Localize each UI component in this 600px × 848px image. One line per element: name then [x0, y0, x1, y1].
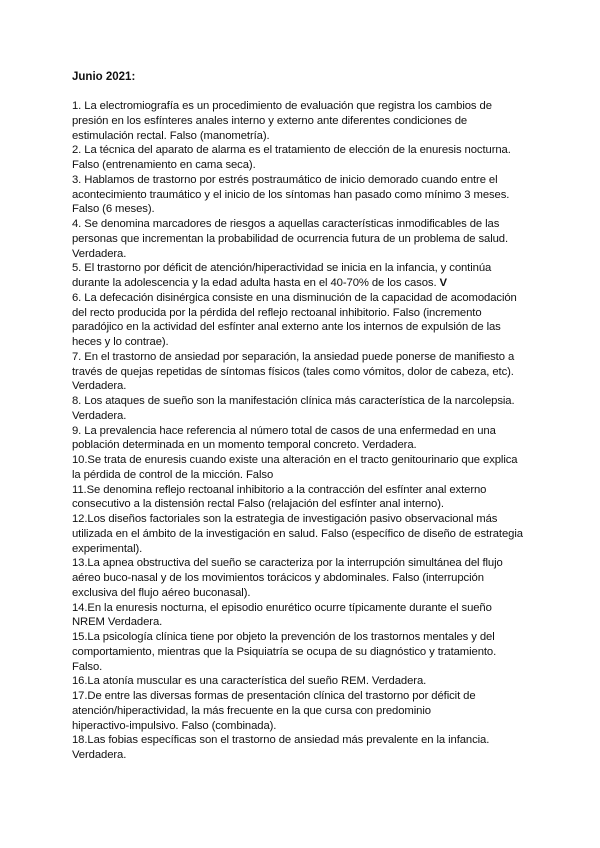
question-line: [72, 689, 542, 704]
question-line: [72, 217, 542, 232]
question-line: [72, 748, 542, 763]
question-line: [72, 468, 542, 483]
question-text: 15.La psicología clínica tiene por objeto la prevención de los trastornos mentales y del: [72, 631, 495, 643]
question-text: NREM Verdadera.: [72, 616, 163, 629]
answer-mark: V: [439, 277, 447, 289]
question-text: presión en los esfínteres anales interno y externo ante diferentes condiciones de: [72, 114, 468, 127]
question-line: [72, 630, 542, 645]
question-line: [72, 114, 542, 129]
question-item: [72, 99, 542, 143]
question-line: [72, 409, 542, 424]
question-line: [72, 586, 542, 601]
question-text: del recto producida por la pérdida del reflejo rectoanal inhibitorio. Falso (incremento: [72, 306, 482, 319]
question-item: [72, 630, 542, 674]
question-text: Falso.: [72, 660, 103, 673]
question-item: [72, 674, 542, 689]
question-text: 8. Los ataques de sueño son la manifestación clínica más característica de la narcolepsia.: [72, 395, 515, 407]
question-item: [72, 291, 542, 350]
question-text: 1. La electromiografía es un procedimiento de evaluación que registra los cambios de: [72, 100, 492, 112]
question-line: [72, 719, 542, 734]
question-item: [72, 733, 542, 763]
question-line: [72, 247, 542, 262]
question-text: Verdadera.: [72, 749, 127, 761]
question-text: población determinada en un momento temporal concreto. Verdadera.: [72, 439, 417, 452]
question-line: [72, 512, 542, 527]
question-text: 7. En el trastorno de ansiedad por separación, la ansiedad puede ponerse de manifiesto a: [72, 350, 515, 363]
question-text: Verdadera.: [72, 380, 127, 393]
question-item: [72, 483, 542, 513]
document-title: Junio 2021:: [72, 71, 136, 83]
question-item: [72, 173, 542, 217]
question-line: [72, 365, 542, 380]
question-text: consecutivo a la distensión rectal Falso (relajación del esfínter anal interno).: [72, 498, 444, 511]
question-item: [72, 453, 542, 483]
question-text: 14.En la enuresis nocturna, el episodio enurético ocurre típicamente durante el sueño: [72, 601, 492, 614]
question-text: exclusiva del flujo aéreo buconasal).: [72, 586, 251, 599]
question-line: [72, 674, 542, 689]
question-line: [72, 99, 542, 114]
question-text: 12.Los diseños factoriales son la estrategia de investigación pasivo observacional más: [72, 513, 498, 525]
question-line: [72, 704, 542, 719]
question-item: [72, 217, 542, 261]
question-text: acontecimiento traumático y el inicio de los síntomas han pasado como mínimo 3 meses.: [72, 188, 510, 201]
question-line: [72, 542, 542, 557]
question-text: Verdadera.: [72, 409, 127, 422]
question-line: [72, 129, 542, 144]
question-text: Verdadera.: [72, 247, 127, 260]
question-text: atención/hiperactividad, la más frecuente en la que cursa con predominio: [72, 704, 431, 717]
question-text: hiperactivo-impulsivo. Falso (combinada).: [72, 719, 277, 732]
question-item: [72, 394, 542, 424]
question-line: [72, 497, 542, 512]
question-line: [72, 571, 542, 586]
question-text: durante la adolescencia y la edad adulta hasta en el 40-70% de los casos.: [72, 277, 440, 289]
question-line: [72, 527, 542, 542]
question-text: 9. La prevalencia hace referencia al número total de casos de una enfermedad en una: [72, 424, 496, 437]
question-line: [72, 615, 542, 630]
question-line: [72, 556, 542, 571]
question-list: [72, 99, 542, 763]
question-line: [72, 320, 542, 335]
question-text: aéreo buco-nasal y de los movimientos torácicos y abdominales. Falso (interrupción: [72, 572, 484, 584]
question-line: [72, 335, 542, 350]
question-text: la pérdida de control de la micción. Falso: [72, 468, 274, 481]
question-line: [72, 173, 542, 188]
question-line: [72, 188, 542, 203]
question-line: [72, 232, 542, 247]
question-text: 13.La apnea obstructiva del sueño se caracteriza por la interrupción simultánea del flujo: [72, 557, 503, 570]
question-line: [72, 660, 542, 675]
question-text: 6. La defecación disinérgica consiste en una disminución de la capacidad de acomodación: [72, 291, 517, 304]
question-item: [72, 424, 542, 454]
question-item: [72, 556, 542, 600]
question-text: Falso (entrenamiento en cama seca).: [72, 159, 256, 171]
question-item: [72, 261, 542, 291]
question-text: personas que incrementan la probabilidad de ocurrencia futura de un problema de salud.: [72, 232, 509, 245]
question-item: [72, 350, 542, 394]
question-text: través de quejas repetidas de síntomas físicos (tales como vómitos, dolor de cabeza, etc).: [72, 365, 514, 378]
question-item: [72, 601, 542, 631]
question-text: Falso (6 meses).: [72, 203, 155, 216]
question-text: paradójico en la actividad del esfínter anal externo ante los internos de expulsión de las: [72, 321, 501, 334]
question-text: heces y lo contrae).: [72, 336, 169, 348]
question-line: [72, 143, 542, 158]
question-line: [72, 306, 542, 321]
question-line: [72, 424, 542, 439]
question-line: [72, 483, 542, 498]
question-line: [72, 733, 542, 748]
question-text: 3. Hablamos de trastorno por estrés postraumático de inicio demorado cuando entre el: [72, 173, 498, 186]
question-line: [72, 379, 542, 394]
question-line: [72, 394, 542, 409]
question-line: [72, 645, 542, 660]
question-item: [72, 512, 542, 556]
question-line: [72, 438, 542, 453]
question-line: [72, 202, 542, 217]
question-line: [72, 158, 542, 173]
question-line: [72, 453, 542, 468]
question-line: [72, 601, 542, 616]
question-text: experimental).: [72, 542, 143, 555]
question-text: 17.De entre las diversas formas de presentación clínica del trastorno por déficit de: [72, 690, 476, 702]
question-item: [72, 143, 542, 173]
question-item: [72, 689, 542, 733]
question-text: 5. El trastorno por déficit de atención/hiperactividad se inicia en la infancia, y continúa: [72, 262, 492, 275]
question-text: 16.La atonía muscular es una característica del sueño REM. Verdadera.: [72, 675, 427, 688]
question-text: 18.Las fobias específicas son el trastorno de ansiedad más prevalente en la infancia.: [72, 734, 490, 747]
question-text: comportamiento, mientras que la Psiquiatría se ocupa de su diagnóstico y tratamiento.: [72, 645, 497, 658]
question-text: 2. La técnica del aparato de alarma es el tratamiento de elección de la enuresis nocturna.: [72, 144, 511, 157]
question-line: [72, 291, 542, 306]
question-line: [72, 350, 542, 365]
question-text: utilizada en el ámbito de la investigación en salud. Falso (específico de diseño de estrategia: [72, 527, 523, 540]
question-text: 4. Se denomina marcadores de riesgos a aquellas características inmodificables de las: [72, 218, 500, 230]
question-text: 10.Se trata de enuresis cuando existe una alteración en el tracto genitourinario que explica: [72, 454, 518, 466]
question-text: estimulación rectal. Falso (manometría).: [72, 129, 270, 142]
question-line: [72, 276, 542, 291]
question-line: [72, 261, 542, 276]
question-text: 11.Se denomina reflejo rectoanal inhibitorio a la contracción del esfínter anal externo: [72, 483, 487, 496]
